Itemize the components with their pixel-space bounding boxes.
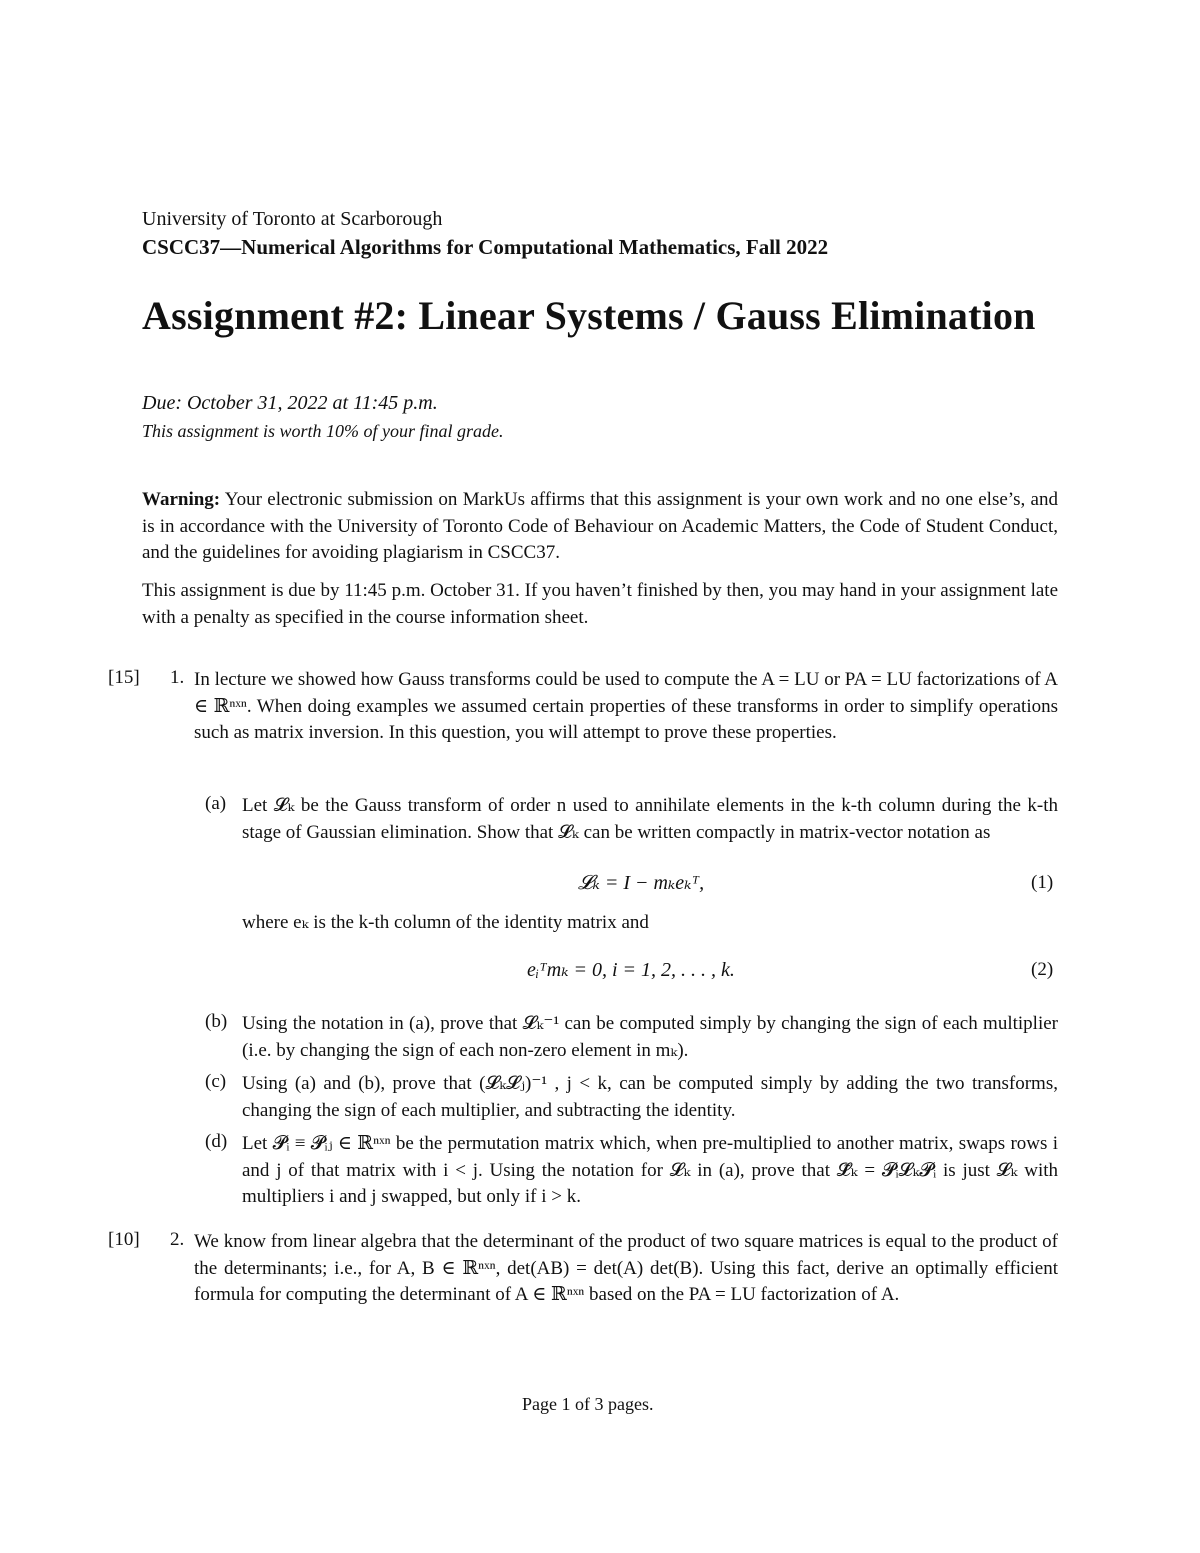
part-b-text: Using the notation in (a), prove that 𝓛ₖ⁻¹ can be computed simply by changing the sign of each multiplier (i.e. by changing the sign of each non-zero element in mₖ). — [242, 1013, 1058, 1061]
part-c-label: (c) — [205, 1071, 227, 1092]
part-a-label: (a) — [205, 793, 227, 814]
course-title: CSCC37—Numerical Algorithms for Computational Mathematics, Fall 2022 — [142, 235, 829, 259]
warning-paragraph — [142, 487, 1058, 567]
question-1-text: In lecture we showed how Gauss transforms could be used to compute the A = LU or PA = LU factorizations of A ∈ ℝⁿˣⁿ. When doing examples we assumed certain properties of these transforms in order to simplify operations such as matrix inversion. In this question, you will attempt to prove these properties. — [194, 669, 1058, 743]
late-policy-paragraph: This assignment is due by 11:45 p.m. October 31. If you haven’t finished by then, you may hand in your assignment late with a penalty as specified in the course information sheet. — [142, 580, 1058, 628]
page-footer: Page 1 of 3 pages. — [522, 1394, 654, 1414]
question-2-number: 2. — [170, 1229, 185, 1250]
warning-label: Warning: — [142, 489, 221, 510]
part-a-continuation: where eₖ is the k-th column of the identity matrix and — [242, 912, 649, 933]
equation-1: 𝓛ₖ = I − mₖeₖᵀ, — [578, 872, 705, 894]
question-1-number: 1. — [170, 667, 185, 688]
due-date: Due: October 31, 2022 at 11:45 p.m. — [142, 392, 438, 414]
question-2-marks: [10] — [108, 1229, 140, 1250]
assignment-title: Assignment #2: Linear Systems / Gauss Elimination — [142, 293, 1036, 338]
university-name: University of Toronto at Scarborough — [142, 208, 443, 230]
part-d-label: (d) — [205, 1131, 228, 1152]
equation-2: eᵢᵀmₖ = 0, i = 1, 2, . . . , k. — [527, 959, 735, 981]
part-c-text: Using (a) and (b), prove that (𝓛ₖ𝓛ⱼ)⁻¹ , j < k, can be computed simply by adding the two transforms, changing the sign of each multiplier, and subtracting the identity. — [242, 1073, 1058, 1121]
question-1-marks: [15] — [108, 667, 140, 688]
part-d-text: Let 𝓟ᵢ ≡ 𝓟ᵢⱼ ∈ ℝⁿˣⁿ be the permutation matrix which, when pre-multiplied to another matrix, swaps rows i and j of that matrix with i < j. Using the notation for 𝓛ₖ in (a), prove that 𝓛̃ₖ = 𝓟ᵢ𝓛ₖ𝓟ᵢ is just 𝓛ₖ with multipliers i and j swapped, but only if i > k. — [242, 1133, 1058, 1207]
grade-weight: This assignment is worth 10% of your final grade. — [142, 421, 504, 441]
question-2-text: We know from linear algebra that the determinant of the product of two square matrices is equal to the product of the determinants; i.e., for A, B ∈ ℝⁿˣⁿ, det(AB) = det(A) det(B). Using this fact, derive an optimally efficient formula for computing the determinant of A ∈ ℝⁿˣⁿ based on the PA = LU factorization of A. — [194, 1231, 1058, 1305]
part-a-text: Let 𝓛ₖ be the Gauss transform of order n used to annihilate elements in the k-th column during the k-th stage of Gaussian elimination. Show that 𝓛ₖ can be written compactly in matrix-vector notation as — [242, 795, 1058, 843]
equation-1-number: (1) — [1031, 872, 1054, 893]
part-b-label: (b) — [205, 1011, 228, 1032]
equation-2-number: (2) — [1031, 959, 1054, 980]
warning-text: Your electronic submission on MarkUs affirms that this assignment is your own work and no one else’s, and is in accordance with the University of Toronto Code of Behaviour on Academic Matters, the Code of Student Conduct, and the guidelines for avoiding plagiarism in CSCC37. — [142, 489, 1058, 563]
